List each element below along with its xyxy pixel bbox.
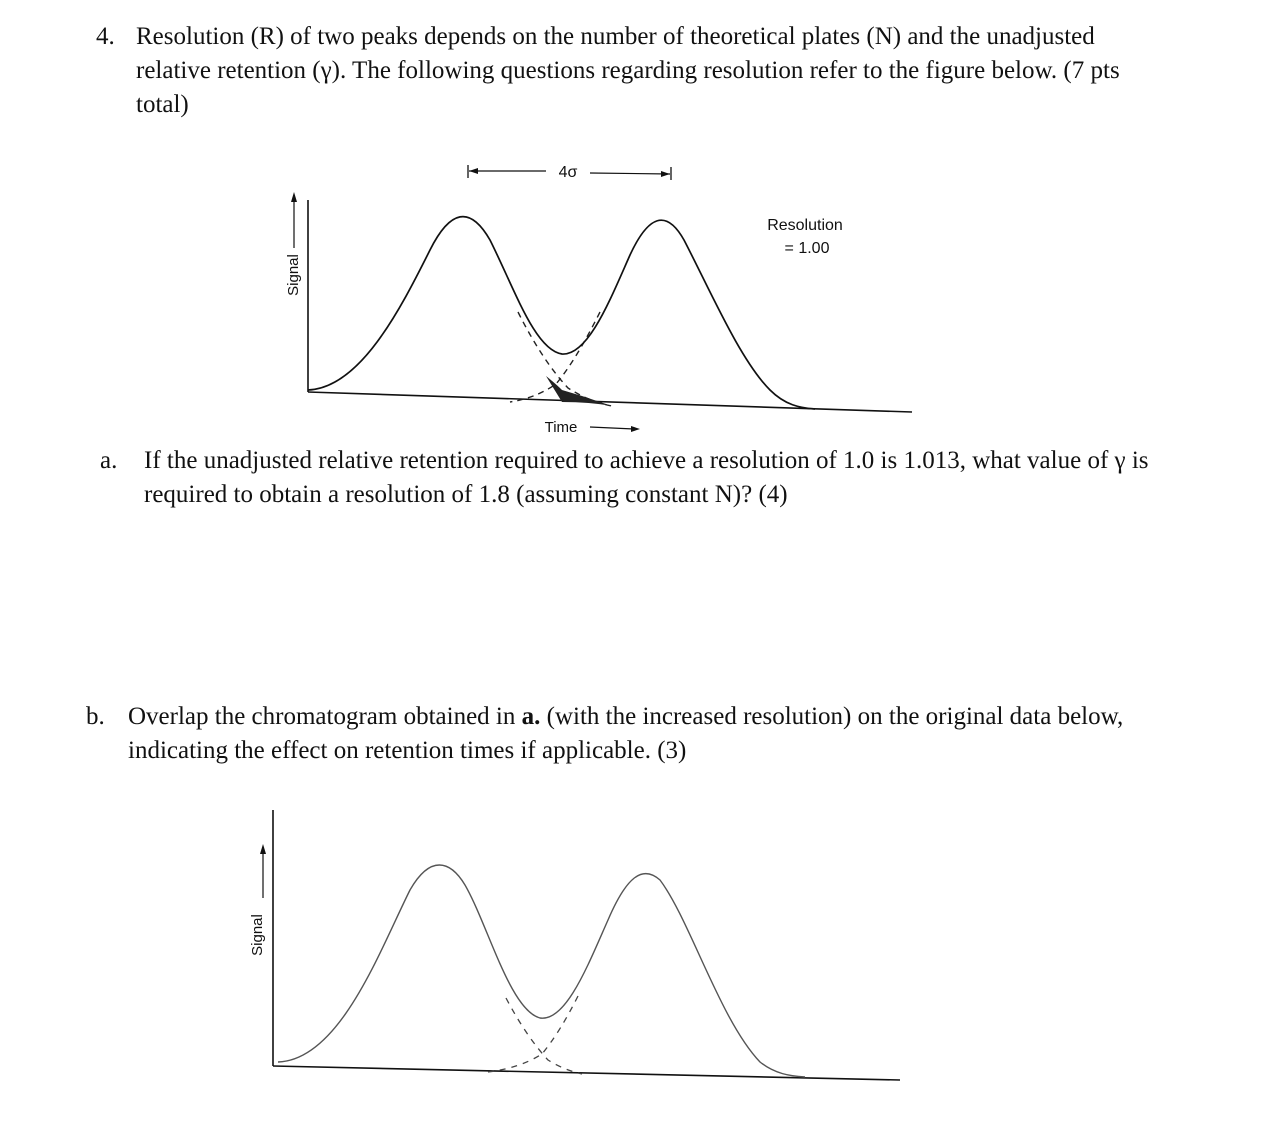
signal-arrow-head <box>291 192 297 202</box>
part-b-text-start: Overlap the chromatogram obtained in <box>128 703 522 730</box>
time-arrow-line <box>590 427 634 429</box>
part-b <box>86 700 1146 768</box>
part-a-label: a. <box>100 447 118 474</box>
part-b-bold-ref: a. <box>521 703 541 730</box>
question-4 <box>96 20 1156 122</box>
chromatogram-figure-2 <box>230 800 920 1100</box>
spacing-label: 4σ <box>558 164 578 181</box>
y-axis-label: Signal <box>249 914 266 956</box>
chromatogram-2-svg <box>230 800 920 1100</box>
part-b-text-end: (with the increased resolution) on the original data below, indicating the effect on retention times if applicable. (3) <box>128 703 1124 764</box>
question-text: Resolution (R) of two peaks depends on the number of theoretical plates (N) and the unadjusted relative retention (γ). The following questions regarding resolution refer to the figure below. (7 pts total) <box>136 23 1120 118</box>
part-b-label: b. <box>86 703 105 730</box>
part-b-text <box>128 700 1146 768</box>
spacing-arrow-left <box>469 168 478 174</box>
question-number: 4. <box>96 23 115 50</box>
y-axis-label: Signal <box>285 254 302 296</box>
x-axis <box>308 392 912 412</box>
resolution-value: = 1.00 <box>784 240 830 257</box>
part-a-text: If the unadjusted relative retention required to achieve a resolution of 1.0 is 1.013, what value of γ is required to obtain a resolution of 1.8 (assuming constant N)? (4) <box>144 447 1149 508</box>
chromatogram-1-svg <box>270 150 930 440</box>
part-a <box>100 444 1160 512</box>
signal-arrow-head <box>260 844 266 854</box>
x-axis <box>273 1066 900 1080</box>
signal-curve <box>278 865 805 1077</box>
spacing-line-right <box>590 173 670 174</box>
chromatogram-figure-1 <box>270 150 930 440</box>
resolution-label: Resolution <box>767 217 843 234</box>
time-arrow-head <box>631 426 640 432</box>
peak-2-dashed-tail <box>488 996 578 1072</box>
spacing-arrow-right <box>661 171 670 177</box>
x-axis-label: Time <box>544 419 578 436</box>
